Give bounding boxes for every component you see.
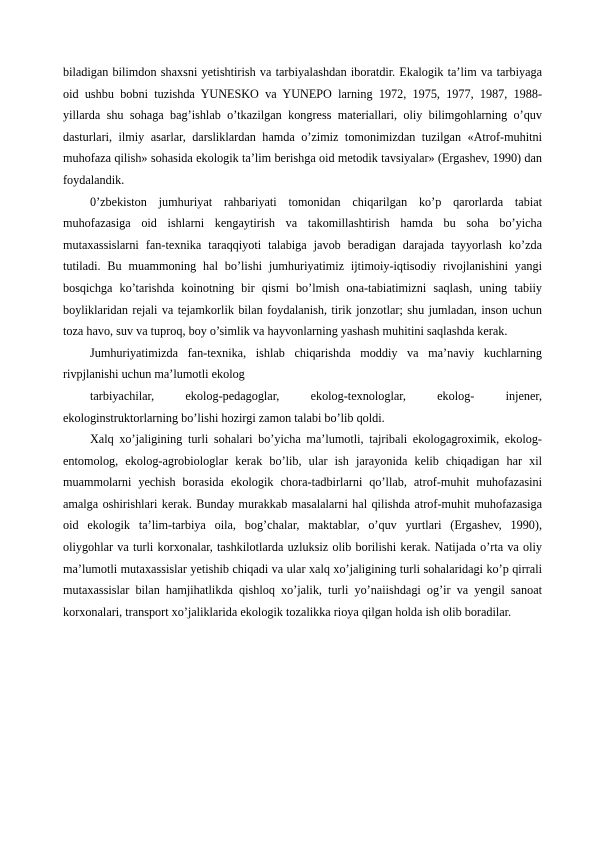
- paragraph-2: 0’zbekiston jumhuriyat rahbariyati tomonidan chiqarilgan ko’p qarorlarda tabiat muhofazasiga oid ishlarni kengaytirish va takomillashtirish hamda bu soha bo’yicha mutaxassislarni fan-texnika taraqqiyoti talabiga javob beradigan darajada tayyorlash ko’zda tutiladi. Bu muammoning hal bo’lishi jumhuriyatimiz ijtimoiy-iqtisodiy rivojlanishini yangi bosqichga ko’tarishda koinotning bir qismi bo’lmish ona-tabiatimizni saqlash, uning tabiiy boyliklaridan rejali va tejamkorlik bilan foydalanish, tirik jonzotlar; shu jumladan, inson uchun toza havo, suv va tuproq, boy o’simlik va hayvonlarning yashash muhitini saqlashda kerak.: [63, 194, 542, 339]
- paragraph-4: tarbiyachilar, ekolog-pedagoglar, ekolog-texnologlar, ekolog- injener, ekologinstruktorlarning bo’lishi hozirgi zamon talabi bo’lib qoldi.: [63, 388, 542, 425]
- document-page: [63, 62, 542, 623]
- paragraph-5: Xalq xo’jaligining turli sohalari bo’yicha ma’lumotli, tajribali ekologagroximik, ekolog-entomolog, ekolog-agrobiologlar kerak bo’lib, ular ish jarayonida kelib chiqadigan har xil muammolarni yechish borasida ekologik chora-tadbirlarni qo’llab, atrof-muhit muhofazasini amalga oshirishlari kerak. Bunday murakkab masalalarni hal qilishda atrof-muhit muhofazasiga oid ekologik ta’lim-tarbiya oila, bog’chalar, maktablar, o’quv yurtlari (Ergashev, 1990), oliygohlar va turli korxonalar, tashkilotlarda uzluksiz olib borilishi kerak. Natijada o’rta va oliy ma’lumotli mutaxassislar yetishib chiqadi va ular xalq xo’jaligining turli sohalaridagi ko’p qirrali mutaxassislar bilan hamjihatlikda qishloq xo’jalik, turli yo’naiishdagi og’ir va yengil sanoat korxonalari, transport xo’jaliklarida ekologik tozalikka rioya qilgan holda ish olib boradilar.: [63, 432, 542, 619]
- paragraph-1: biladigan bilimdon shaxsni yetishtirish va tarbiyalashdan iboratdir. Ekalogik ta’lim va tarbiyaga oid ushbu bobni tuzishda YUNESKO va YUNEPO larning 1972, 1975, 1977, 1987, 1988- yillarda shu sohaga bag’ishlab o’tkazilgan kongress materiallari, oliy bilimgohlarning o’quv dasturlari, ilmiy asarlar, darsliklardan hamda o’zimiz tomonimizdan tuzilgan «Atrof-muhitni muhofaza qilish» sohasida ekologik ta’lim berishga oid metodik tavsiyalar» (Ergashev, 1990) dan foydalandik.: [63, 65, 542, 187]
- paragraph-3: Jumhuriyatimizda fan-texnika, ishlab chiqarishda moddiy va ma’naviy kuchlarning rivpjlanishi uchun ma’lumotli ekolog: [63, 345, 542, 382]
